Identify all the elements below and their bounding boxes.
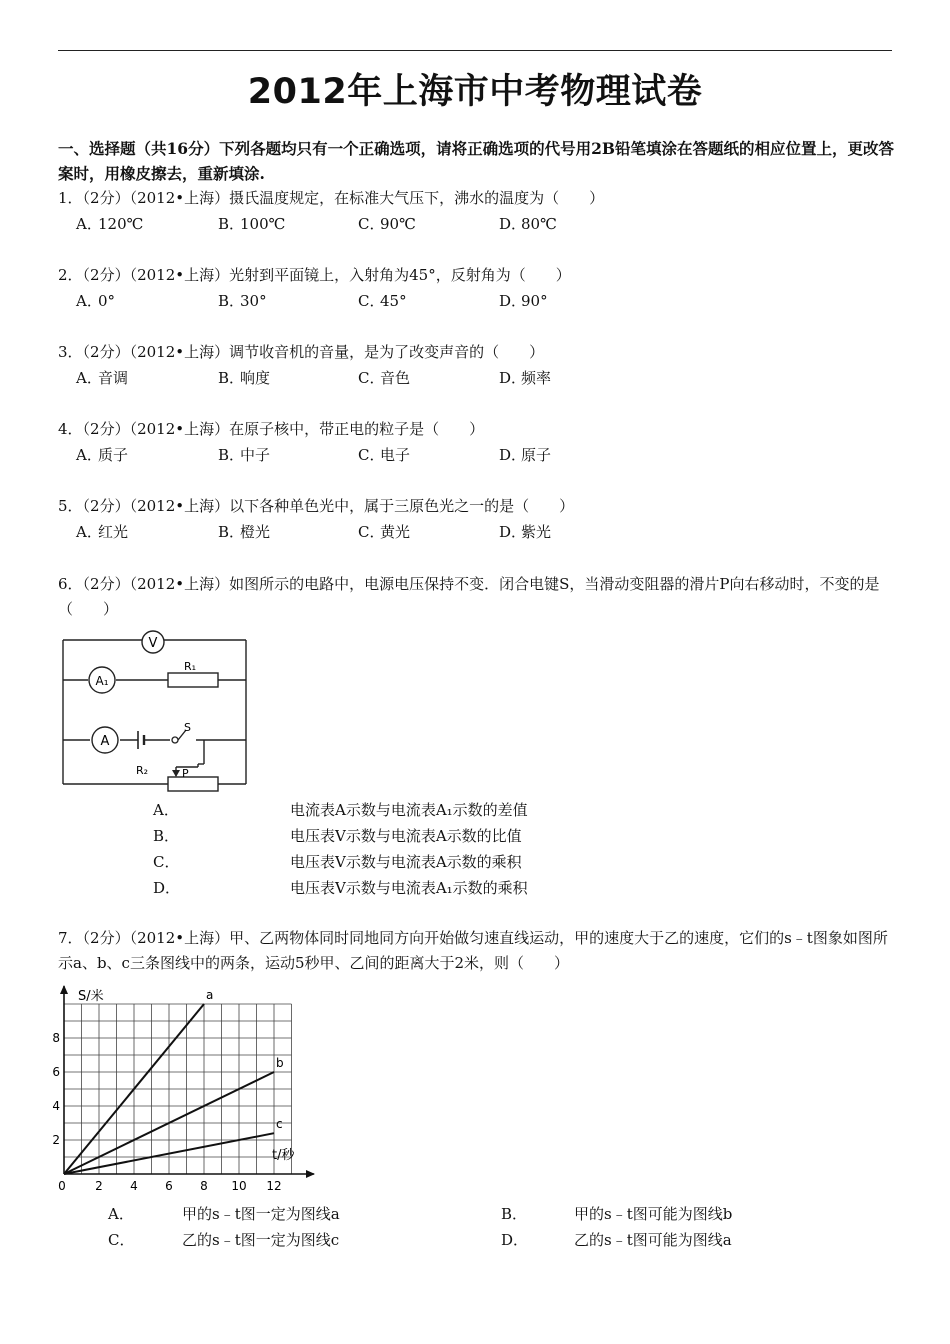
q2-option-d[interactable]: D．90°: [499, 292, 548, 310]
chart-lines: [64, 988, 284, 1174]
q3-option-b[interactable]: B．响度: [218, 369, 271, 387]
r2-label: R₂: [136, 764, 149, 777]
series-label-b: b: [276, 1056, 284, 1070]
q4-option-b[interactable]: B．中子: [218, 446, 271, 464]
q1-option-d[interactable]: D．80℃: [499, 215, 557, 233]
page-title: 2012年上海市中考物理试卷: [247, 72, 703, 112]
series-label-c: c: [276, 1117, 283, 1132]
chart-xlabel: t/秒: [272, 1148, 295, 1163]
x-tick-label: 0: [58, 1179, 66, 1193]
q1-option-a[interactable]: A．120℃: [76, 215, 144, 233]
section-header: 一、选择题（共16分）下列各题均只有一个正确选项，请将正确选项的代号用2B铅笔填涂在答题纸的相应位置上，更改答案时，用橡皮擦去，重新填涂.: [58, 139, 894, 183]
q5-option-b[interactable]: B．橙光: [218, 523, 271, 541]
question-4-stem: 4．（2分）（2012•上海）在原子核中，带正电的粒子是（ ）: [58, 420, 485, 438]
slider-label: P: [182, 767, 189, 780]
chart-grid: [64, 1004, 292, 1174]
question-7-stem: 7．（2分）（2012•上海）甲、乙两物体同时同地同方向开始做匀速直线运动，甲的速度大于乙的速度，它们的s﹣t图象如图所示a、b、c三条图线中的两条，运动5秒甲、乙间的距离大于2米，则（ ）: [58, 929, 888, 972]
q1-option-c[interactable]: C．90℃: [358, 215, 416, 233]
x-tick-label: 2: [95, 1179, 103, 1193]
y-tick-label: 2: [52, 1133, 60, 1147]
y-tick-label: 6: [52, 1065, 60, 1079]
top-rule: [58, 50, 892, 51]
q5-option-c[interactable]: C．黄光: [358, 523, 411, 541]
q4-option-d[interactable]: D．原子: [499, 446, 552, 464]
x-tick-label: 8: [200, 1179, 208, 1193]
q5-option-d[interactable]: D．紫光: [499, 523, 552, 541]
question-5-stem: 5．（2分）（2012•上海）以下各种单色光中，属于三原色光之一的是（ ）: [58, 497, 575, 515]
q2-option-c[interactable]: C．45°: [358, 292, 407, 310]
q1-option-b[interactable]: B．100℃: [218, 215, 286, 233]
q3-option-a[interactable]: A．音调: [76, 369, 129, 387]
ammeter1-label: A₁: [95, 674, 109, 688]
ammeter-label: A: [100, 734, 110, 749]
x-tick-label: 4: [130, 1179, 138, 1193]
q4-option-c[interactable]: C．电子: [358, 446, 411, 464]
q2-option-a[interactable]: A．0°: [76, 292, 116, 310]
question-6-stem: 6．（2分）（2012•上海）如图所示的电路中，电源电压保持不变．闭合电键S，当滑动变阻器的滑片P向右移动时，不变的是（ ）: [58, 575, 880, 618]
q5-option-a[interactable]: A．红光: [76, 523, 129, 541]
question-2-stem: 2．（2分）（2012•上海）光射到平面镜上，入射角为45°，反射角为（ ）: [58, 266, 571, 284]
y-axis-arrow: [60, 985, 68, 994]
q3-option-d[interactable]: D．频率: [499, 369, 552, 387]
switch-label: S: [184, 721, 191, 734]
question-3-stem: 3．（2分）（2012•上海）调节收音机的音量，是为了改变声音的（ ）: [58, 343, 545, 361]
x-tick-label: 12: [266, 1179, 282, 1193]
q4-option-a[interactable]: A．质子: [76, 446, 129, 464]
circuit-diagram: [58, 628, 258, 796]
r1-label: R₁: [184, 660, 197, 673]
st-chart: [52, 982, 322, 1198]
x-tick-label: 6: [165, 1179, 173, 1193]
y-tick-label: 8: [52, 1031, 60, 1045]
question-1-stem: 1．（2分）（2012•上海）摄氏温度规定，在标准大气压下，沸水的温度为（ ）: [58, 189, 605, 207]
x-tick-label: 10: [231, 1179, 247, 1193]
y-tick-label: 4: [52, 1099, 60, 1113]
x-axis-arrow: [306, 1170, 315, 1178]
chart-ylabel: S/米: [78, 989, 104, 1004]
series-label-a: a: [206, 988, 214, 1002]
voltmeter-label: V: [148, 636, 158, 651]
q3-option-c[interactable]: C．音色: [358, 369, 411, 387]
q2-option-b[interactable]: B．30°: [218, 292, 267, 310]
